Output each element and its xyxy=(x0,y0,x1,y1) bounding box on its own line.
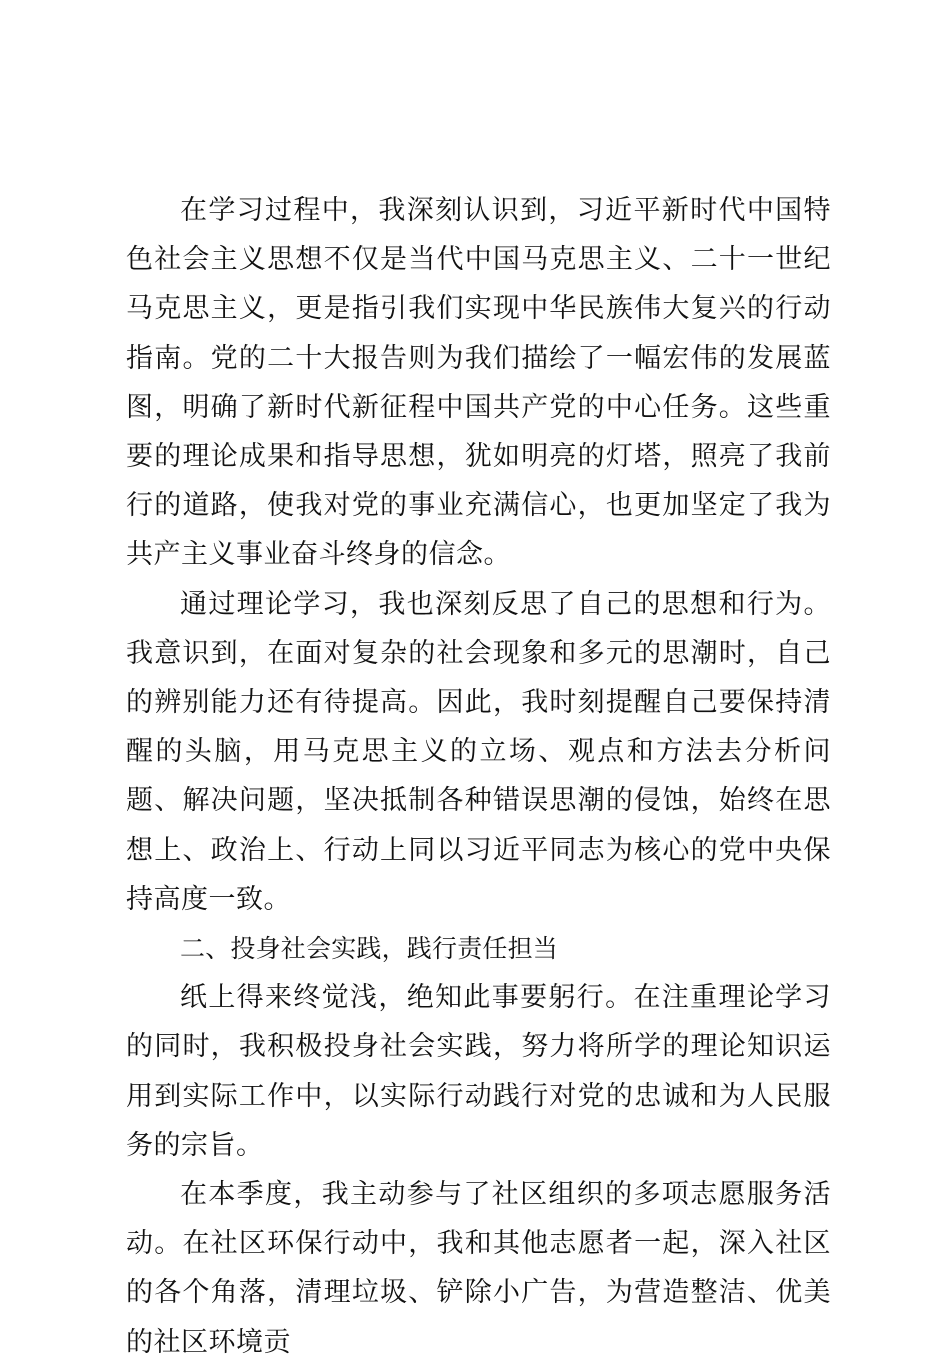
paragraph-practice-intro: 纸上得来终觉浅，绝知此事要躬行。在注重理论学习的同时，我积极投身社会实践，努力将所学的理论知识运用到实际工作中，以实际行动践行对党的忠诚和为人民服务的宗旨。 xyxy=(126,982,831,1161)
section-heading-social-practice: 二、投身社会实践，践行责任担当 xyxy=(180,934,559,964)
document-body xyxy=(126,186,831,1367)
paragraph-volunteer-service: 在本季度，我主动参与了社区组织的多项志愿服务活动。在社区环保行动中，我和其他志愿者一起，深入社区的各个角落，清理垃圾、铲除小广告，为营造整洁、优美的社区环境贡 xyxy=(126,1179,831,1358)
paragraph-self-reflection: 通过理论学习，我也深刻反思了自己的思想和行为。我意识到，在面对复杂的社会现象和多元的思潮时，自己的辨别能力还有待提高。因此，我时刻提醒自己要保持清醒的头脑，用马克思主义的立场、观点和方法去分析问题、解决问题，坚决抵制各种错误思潮的侵蚀，始终在思想上、政治上、行动上同以习近平同志为核心的党中央保持高度一致。 xyxy=(126,588,831,915)
paragraph-study-process: 在学习过程中，我深刻认识到，习近平新时代中国特色社会主义思想不仅是当代中国马克思主义、二十一世纪马克思主义，更是指引我们实现中华民族伟大复兴的行动指南。党的二十大报告则为我们描绘了一幅宏伟的发展蓝图，明确了新时代新征程中国共产党的中心任务。这些重要的理论成果和指导思想，犹如明亮的灯塔，照亮了我前行的道路，使我对党的事业充满信心，也更加坚定了我为共产主义事业奋斗终身的信念。 xyxy=(126,195,831,571)
